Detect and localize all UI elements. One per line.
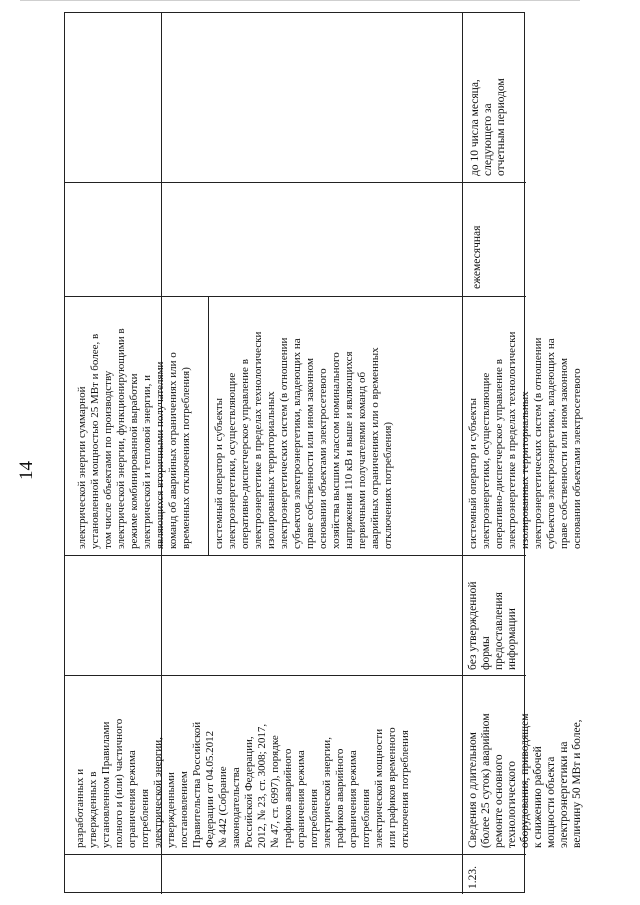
text-line: режиме комбинированной выработки — [128, 373, 140, 549]
text-line: Правительства Российской — [191, 721, 203, 848]
column-divider — [65, 555, 526, 556]
cell-row-col-f — [463, 14, 525, 182]
text-line: электроэнергетических систем (в отношении — [278, 337, 290, 549]
text-line: праве собственности или ином законном — [558, 358, 570, 549]
text-line: ограничения режима — [347, 750, 359, 848]
text-line: № 442 (Собрание — [217, 766, 229, 848]
cell-continuation-col-b — [66, 676, 411, 854]
text-line: до 10 числа месяца, — [469, 79, 481, 176]
text-line: напряжения 110 кВ и выше и являющихся — [343, 351, 355, 549]
cell-continuation-col-d-2 — [209, 297, 462, 555]
text-line: электроэнергетики, осуществляющие — [226, 372, 238, 549]
text-line: электроэнергетике в пределах технологически — [252, 331, 264, 549]
column-divider — [65, 854, 526, 855]
text-line: хозяйства высшим классом номинального — [330, 352, 342, 549]
text-line: установленном Правилами — [100, 721, 112, 848]
cell-row-number — [463, 855, 525, 893]
text-line: Российской Федерации, — [243, 736, 255, 848]
text-line: или графиков временного — [386, 727, 398, 848]
text-line: предоставления — [493, 592, 505, 670]
text-line: информации — [506, 608, 518, 670]
text-line: (более 25 суток) аварийном — [480, 713, 492, 848]
text-line: установленной мощностью 25 МВт и более, в — [89, 333, 101, 549]
text-line: мощности объекта — [545, 756, 557, 848]
text-line: № 47, ст. 6997), порядке — [269, 735, 281, 848]
text-line: потребления — [139, 788, 151, 848]
text-line: оборудования, приводящем — [519, 713, 531, 848]
deadline-text — [469, 78, 508, 176]
text-line: команд об аварийных ограничениях или о — [167, 352, 179, 549]
cell-row-col-d — [463, 297, 583, 555]
text-line: оперативно-диспетчерское управление в — [493, 359, 505, 549]
text-line: графиков аварийного — [282, 748, 294, 848]
column-divider — [65, 182, 526, 183]
text-line: изолированных территориальных — [519, 391, 531, 549]
text-line: основании объектами электросетевого — [317, 368, 329, 549]
text-line: величину 50 МВт и более, — [571, 719, 583, 848]
text-line: электрической энергии, функционирующими в — [115, 328, 127, 549]
text-line: Федерации от 04.05.2012 — [204, 730, 216, 848]
text-line: временных отключениях потребления) — [180, 367, 192, 549]
text-line: утвержденными — [165, 772, 177, 848]
text-line: отключения потребления — [399, 730, 411, 848]
info-description-text — [467, 713, 584, 848]
text-line: основании объектами электросетевого — [571, 368, 583, 549]
text-line: следующего за — [482, 103, 494, 176]
text-line: электроэнергетики, осуществляющие — [480, 372, 492, 549]
text-line: без утвержденной — [467, 581, 479, 670]
text-line: электроэнергетических систем (в отношении — [532, 337, 544, 549]
text-line: электрической и тепловой энергии, и — [141, 374, 153, 549]
text-line: ежемесячная — [471, 225, 483, 289]
text-line: 2012, № 23, ст. 3008; 2017, — [256, 723, 268, 848]
text-line: являющихся вторичными получателями — [154, 361, 166, 549]
text-line: разработанных и — [74, 768, 86, 848]
data-table — [64, 12, 583, 893]
text-line: первичными получателями команд об — [356, 371, 368, 549]
text-line: отчетным периодом — [495, 78, 507, 176]
text-line: ремонте основного — [493, 754, 505, 848]
text-line: том числе объектами по производству — [102, 370, 114, 549]
continuation-basis-text — [74, 719, 412, 848]
text-line: к снижению рабочей — [532, 746, 544, 848]
text-line: субъектов электроэнергетики, владеющих на — [545, 338, 557, 549]
cell-row-col-e — [463, 183, 525, 296]
text-line: электрической энергии, — [152, 737, 164, 848]
text-line: отключениях потребления) — [382, 421, 394, 549]
text-line: потребления — [360, 788, 372, 848]
form-text — [467, 582, 519, 670]
scan-edge-line — [20, 0, 580, 1]
periodicity-text — [471, 226, 484, 289]
text-line: электрической мощности — [373, 728, 385, 848]
text-line: полного и (или) частичного — [113, 718, 125, 848]
page-number: 14 — [16, 461, 37, 480]
text-line: формы — [480, 636, 492, 670]
text-line: изолированных территориальных — [265, 391, 277, 549]
text-line: оперативно-диспетчерское управление в — [239, 359, 251, 549]
text-line: субъектов электроэнергетики, владеющих на — [291, 338, 303, 549]
text-line: системный оператор и субъекты — [213, 397, 225, 549]
text-line: графиков аварийного — [334, 748, 346, 848]
text-line: ограничения режима — [295, 750, 307, 848]
cell-row-col-b — [463, 676, 583, 854]
row-number: 1.23. — [467, 866, 479, 889]
cell-row-col-c — [463, 556, 525, 675]
continuation-recipients-text-1 — [76, 328, 193, 549]
text-line: электроэнергетике в пределах технологически — [506, 331, 518, 549]
text-line: праве собственности или ином законном — [304, 358, 316, 549]
text-line: системный оператор и субъекты — [467, 397, 479, 549]
text-line: ограничения режима — [126, 750, 138, 848]
text-line: электроэнергетики на — [558, 741, 570, 848]
text-line: постановлением — [178, 771, 190, 848]
text-line: потребления — [308, 788, 320, 848]
text-line: Сведения о длительном — [467, 732, 479, 848]
text-line: электрической энергии суммарной — [76, 386, 88, 549]
continuation-recipients-text-2 — [213, 332, 395, 549]
cell-continuation-col-d-1 — [66, 297, 208, 555]
text-line: законодательства — [230, 767, 242, 848]
text-line: утвержденных в — [87, 771, 99, 848]
text-line: электрической энергии, — [321, 737, 333, 848]
text-line: аварийных ограничениях или о временных — [369, 347, 381, 549]
recipients-text — [467, 332, 584, 549]
text-line: технологического — [506, 760, 518, 848]
